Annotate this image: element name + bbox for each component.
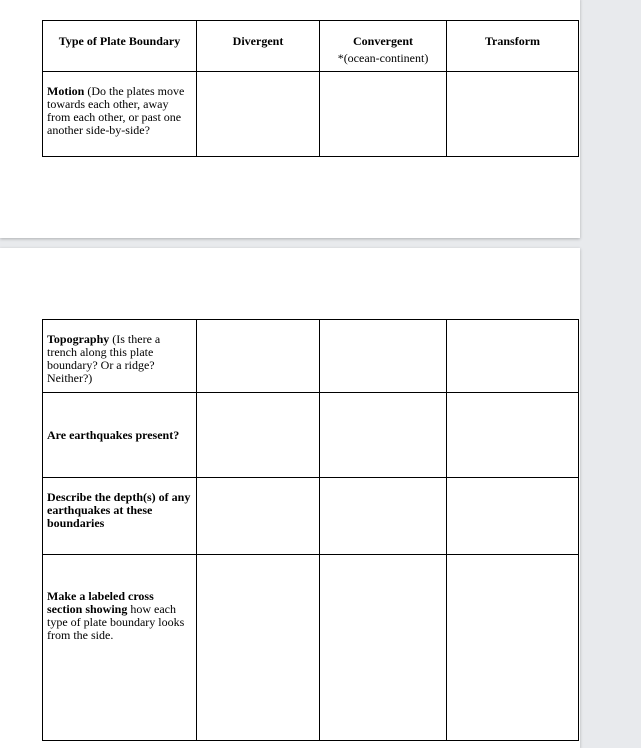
cross-section-convergent-cell[interactable]	[320, 555, 447, 741]
motion-text: (Do the plates move towards each other, away from each other, or past one another side-by-side?	[47, 84, 185, 137]
row-label-motion	[43, 72, 197, 157]
document-page-2	[0, 248, 580, 748]
earthquakes-convergent-cell[interactable]	[320, 393, 447, 478]
header-transform: Transform	[447, 21, 579, 72]
table-row-topography	[43, 320, 579, 393]
table-row-cross-section	[43, 555, 579, 741]
motion-transform-cell[interactable]	[447, 72, 579, 157]
topography-convergent-cell[interactable]	[320, 320, 447, 393]
depth-bold: Describe the depth(s) of any earthquakes at these boundaries	[47, 490, 191, 530]
motion-bold: Motion	[47, 84, 85, 98]
topography-divergent-cell[interactable]	[197, 320, 320, 393]
depth-transform-cell[interactable]	[447, 478, 579, 555]
header-type-of-plate-boundary: Type of Plate Boundary	[43, 21, 197, 72]
header-convergent-note: *(ocean-continent)	[337, 51, 429, 65]
motion-divergent-cell[interactable]	[197, 72, 320, 157]
row-label-earthquakes	[43, 393, 197, 478]
cross-section-text: how each type of plate boundary looks from the side.	[47, 602, 185, 642]
table-row-earthquakes	[43, 393, 579, 478]
depth-convergent-cell[interactable]	[320, 478, 447, 555]
earthquakes-bold: Are earthquakes present?	[47, 427, 180, 442]
table-row-depth	[43, 478, 579, 555]
cross-section-bold: Make a labeled cross section showing	[47, 589, 154, 616]
header-divergent: Divergent	[197, 21, 320, 72]
cross-section-divergent-cell[interactable]	[197, 555, 320, 741]
row-label-cross-section	[43, 555, 197, 741]
earthquakes-divergent-cell[interactable]	[197, 393, 320, 478]
header-convergent	[320, 21, 447, 72]
plate-boundary-table-part-1	[42, 20, 579, 157]
topography-bold: Topography	[47, 332, 110, 346]
table-header-row	[43, 21, 579, 72]
topography-transform-cell[interactable]	[447, 320, 579, 393]
header-convergent-label: Convergent	[353, 34, 413, 48]
depth-divergent-cell[interactable]	[197, 478, 320, 555]
plate-boundary-table-part-2	[42, 319, 579, 741]
row-label-topography	[43, 320, 197, 393]
topography-text: (Is there a trench along this plate boundary? Or a ridge? Neither?)	[47, 332, 161, 385]
motion-convergent-cell[interactable]	[320, 72, 447, 157]
document-page-1	[0, 0, 580, 238]
cross-section-transform-cell[interactable]	[447, 555, 579, 741]
row-label-depth	[43, 478, 197, 555]
earthquakes-transform-cell[interactable]	[447, 393, 579, 478]
table-row-motion	[43, 72, 579, 157]
